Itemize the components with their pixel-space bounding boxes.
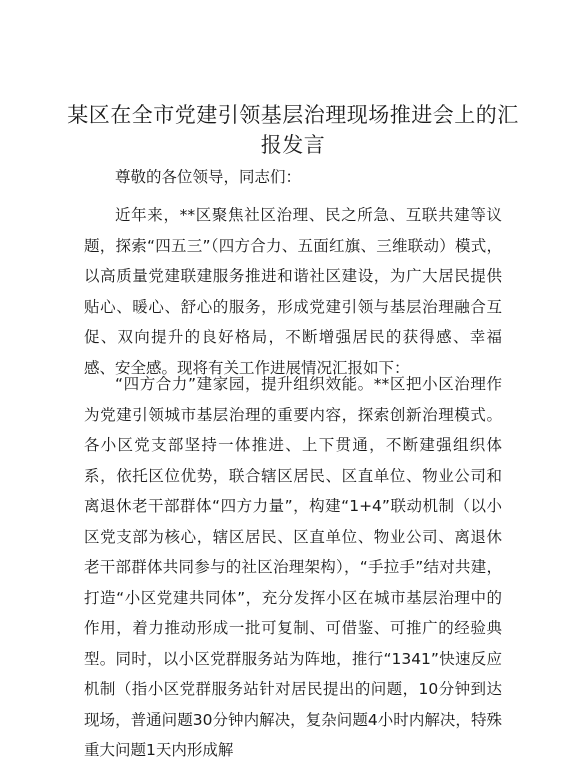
salutation: 尊敬的各位领导，同志们： bbox=[115, 168, 302, 186]
paragraph-four-forces: “四方合力”建家园，提升组织效能。**区把小区治理作为党建引领城市基层治理的重要内容，探索创新治理模式。各小区党支部坚持一体推进、上下贯通，不断建强组织体系，依托区位优势，联合辖区居民、区直单位、物业公司和离退休老干部群体“四方力量”，构建“1+4”联动机制（以小区党支部为核心，辖区居民、区直单位、物业公司、离退休老干部群体共同参与的社区治理架构），“手拉手”结对共建，打造“小区党建共同体”，充分发挥小区在城市基层治理中的作用，着力推动形成一批可复制、可借鉴、可推广的经验典型。同时，以小区党群服务站为阵地，推行“1341”快速反应机制（指小区党群服务站针对居民提出的问题，10分钟到达现场，普通问题30分钟内解决，复杂问题4小时内解决，特殊重大问题1天内形成解 bbox=[84, 375, 502, 759]
document-title: 某区在全市党建引领基层治理现场推进会上的汇报发言 bbox=[67, 103, 519, 157]
paragraph-intro: 近年来，**区聚焦社区治理、民之所急、互联共建等议题，探索“四五三”（四方合力、五面红旗、三维联动）模式，以高质量党建联建服务推进和谐社区建设，为广大居民提供贴心、暖心、舒心的服务，形成党建引领与基层治理融合互促、双向提升的良好格局，不断增强居民的获得感、幸福感、安全感。现将有关工作进展情况汇报如下： bbox=[84, 206, 502, 377]
